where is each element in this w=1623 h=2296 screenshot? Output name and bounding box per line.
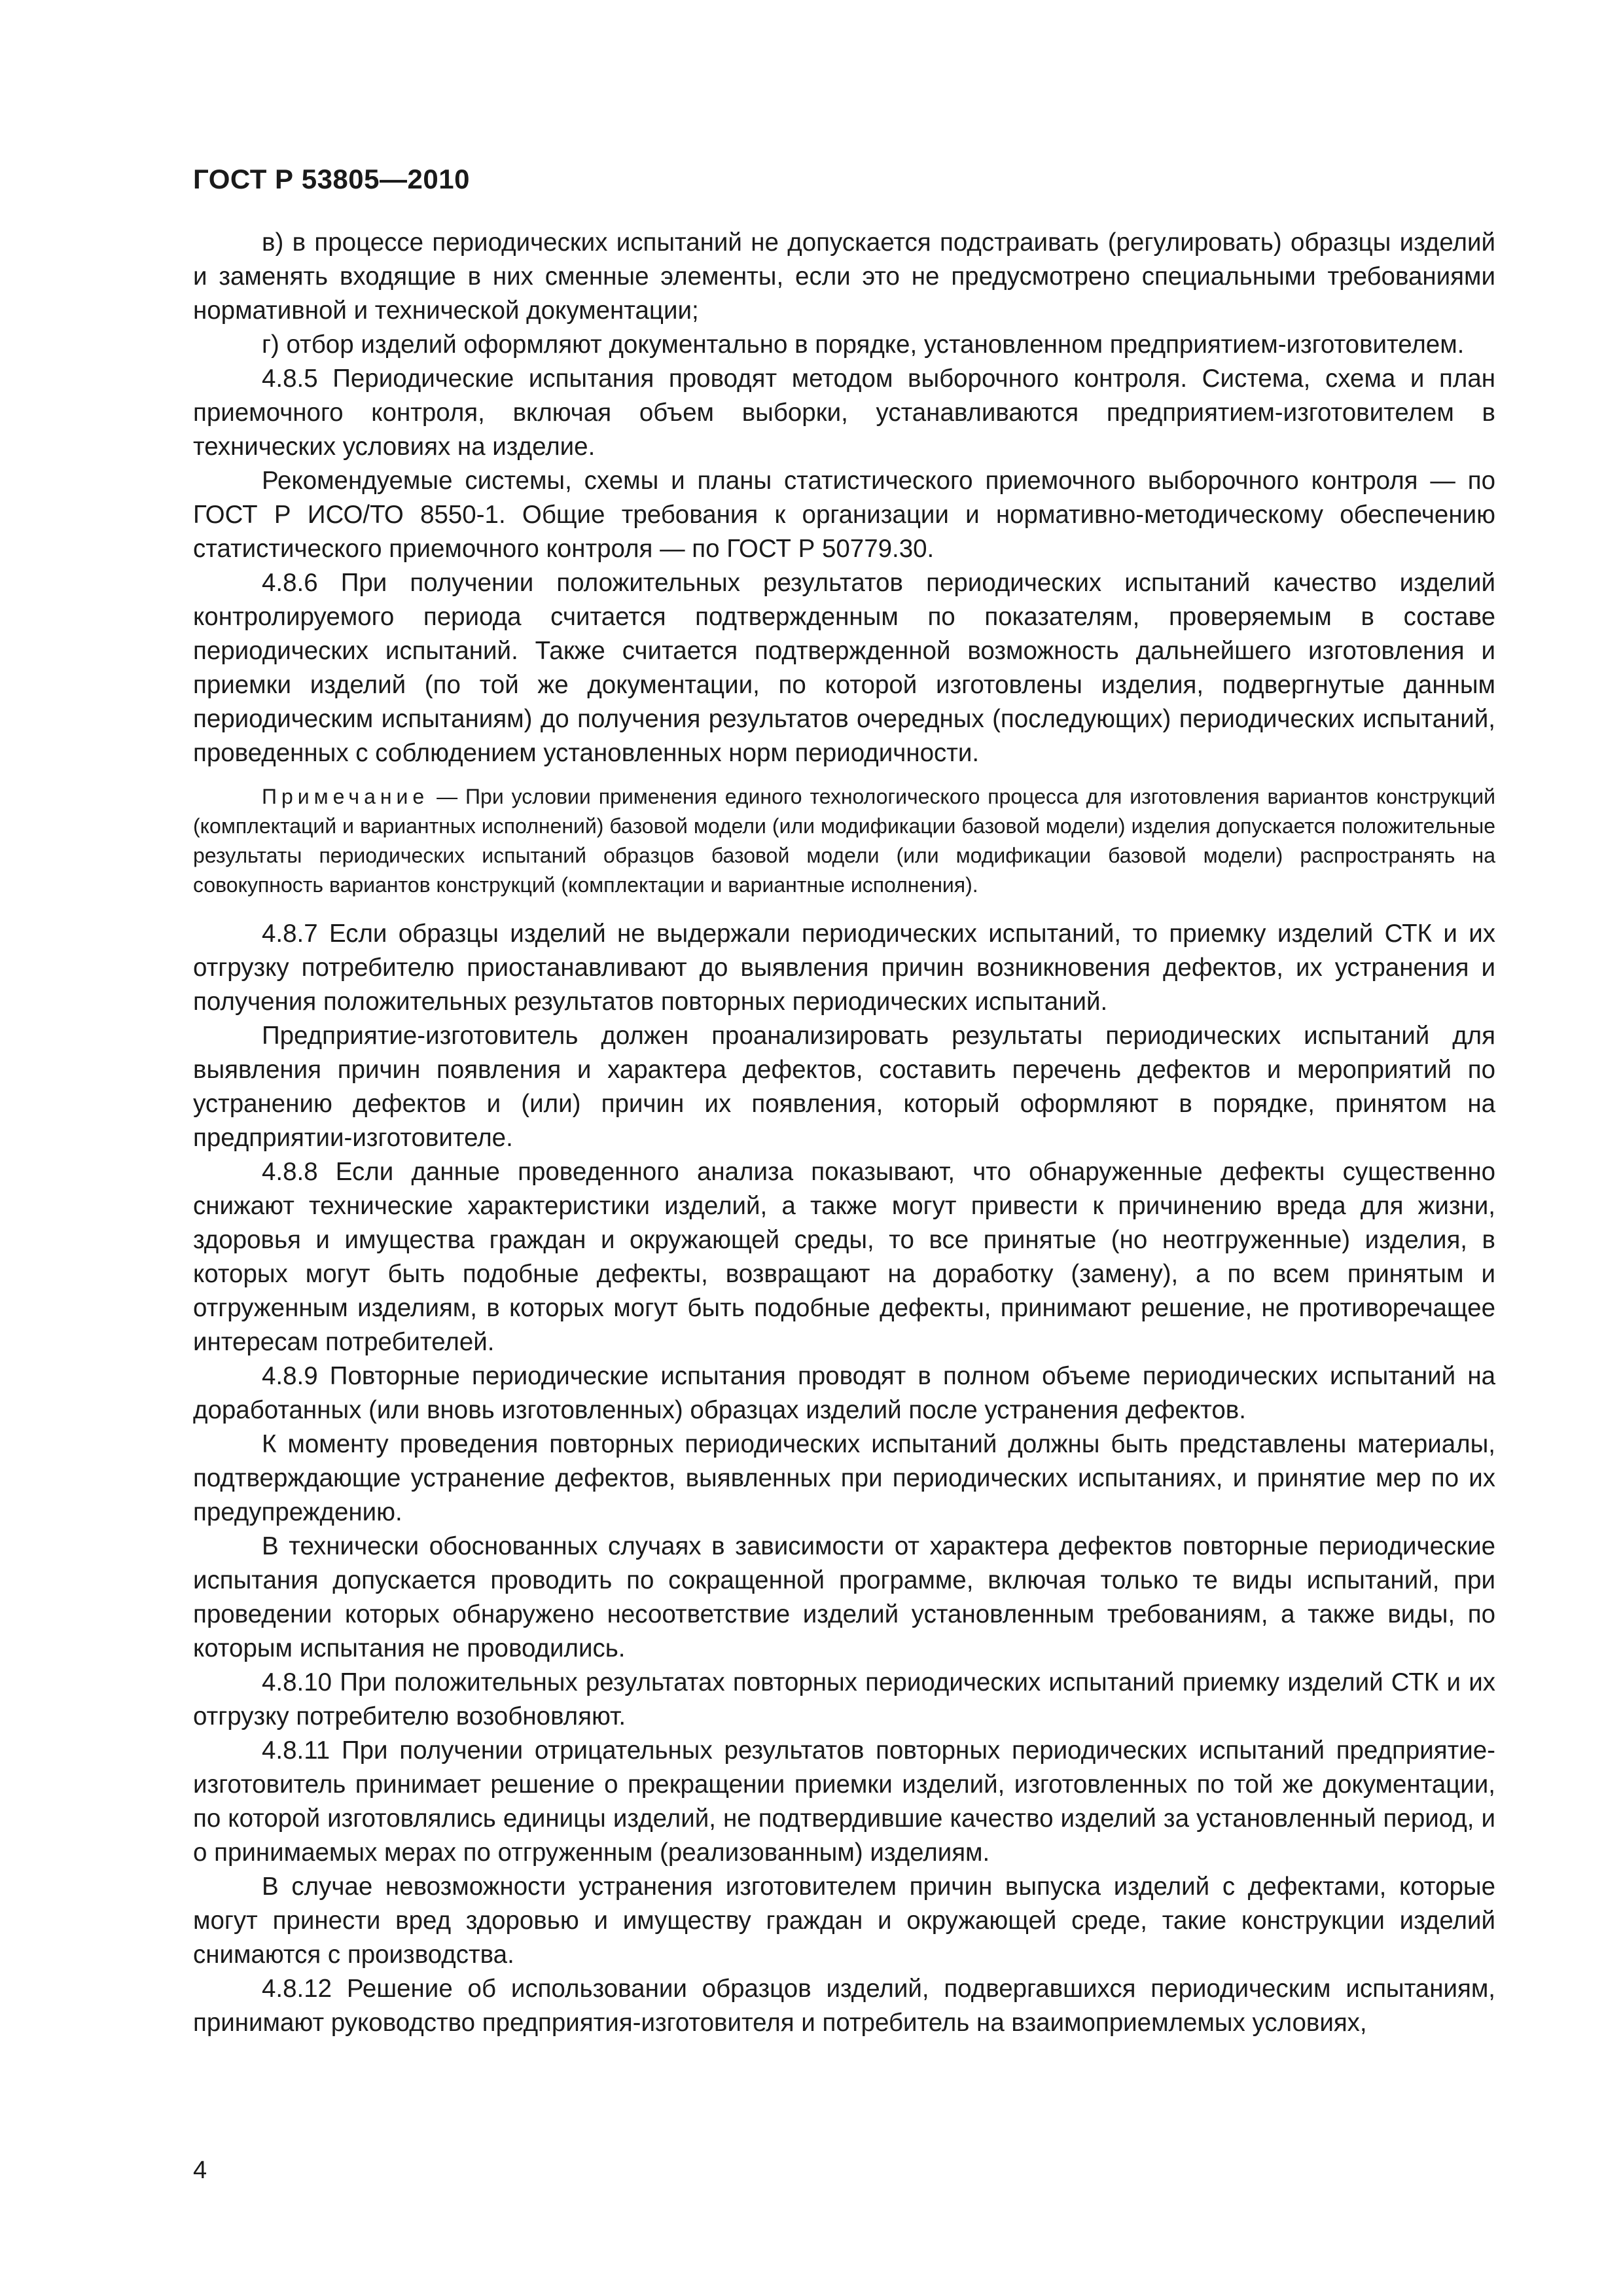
note-block (193, 782, 1495, 900)
paragraph-4-8-12: 4.8.12 Решение об использовании образцов изделий, подвергавшихся периодическим испытаниям, принимают руководство предприятия-изготовителя и потребитель на взаимоприемлемых условиях, (193, 1975, 1495, 2037)
paragraph-g: г) отбор изделий оформляют документально в порядке, установленном предприятием-изготовителем. (262, 331, 1465, 359)
document-body (193, 226, 1495, 2040)
paragraph-4-8-6: 4.8.6 При получении положительных результатов периодических испытаний качество изделий контролируемого периода считается подтвержденным по показателям, проверяемым в составе периодических испытаний. Также считается подтвержденной возможность дальнейшего изготовления и приемки изделий (по той же документации, по которой изготовлены изделия, подвергнутые данным периодическим испытаниям) до получения результатов очередных (последующих) периодических испытаний, проведенных с соблюдением установленных норм периодичности. (193, 569, 1495, 767)
paragraph-4-8-9: 4.8.9 Повторные периодические испытания проводят в полном объеме периодических испытаний на доработанных (или вновь изготовленных) образцах изделий после устранения дефектов. (193, 1362, 1495, 1424)
paragraph-4-8-11: 4.8.11 При получении отрицательных результатов повторных периодических испытаний предприятие-изготовитель принимает решение о прекращении приемки изделий, изготовленных по той же документации, по которой изготовлялись единицы изделий, не подтвердившие качество изделий за установленный период, и о принимаемых мерах по отгруженным (реализованным) изделиям. (193, 1736, 1495, 1867)
paragraph-repeat-materials: К моменту проведения повторных периодических испытаний должны быть представлены материалы, подтверждающие устранение дефектов, выявленных при периодических испытаниях, и принятие мер по их предупреждению. (193, 1430, 1495, 1526)
note-label: Примечание (262, 785, 429, 808)
note-text: — При условии применения единого технологического процесса для изготовления вариантов конструкций (комплектаций и вариантных исполнений) базовой модели (или модификации базовой модели) изделия допускается положительные результаты периодических испытаний образцов базовой модели (или модификации базовой модели) распространять на совокупность вариантов конструкций (комплектации и вариантные исполнения). (193, 785, 1496, 897)
paragraph-production-removal: В случае невозможности устранения изготовителем причин выпуска изделий с дефектами, которые могут принести вред здоровью и имуществу граждан и окружающей среде, такие конструкции изделий снимаются с производства. (193, 1873, 1495, 1969)
paragraph-reduced-program: В технически обоснованных случаях в зависимости от характера дефектов повторные периодические испытания допускается проводить по сокращенной программе, включая только те виды испытаний, при проведении которых обнаружено несоответствие изделий установленным требованиям, а также виды, по которым испытания не проводились. (193, 1532, 1495, 1662)
page-number: 4 (193, 2157, 207, 2184)
document-header: ГОСТ Р 53805—2010 (193, 164, 470, 194)
paragraph-manufacturer-analysis: Предприятие-изготовитель должен проанализировать результаты периодических испытаний для выявления причин появления и характера дефектов, составить перечень дефектов и мероприятий по устранению дефектов и (или) причин их появления, который оформляют в порядке, принятом на предприятии-изготовителе. (193, 1022, 1495, 1152)
paragraph-4-8-10: 4.8.10 При положительных результатах повторных периодических испытаний приемку изделий СТК и их отгрузку потребителю возобновляют. (193, 1668, 1495, 1731)
paragraph-4-8-5: 4.8.5 Периодические испытания проводят методом выборочного контроля. Система, схема и план приемочного контроля, включая объем выборки, устанавливаются предприятием-изготовителем в технических условиях на изделие. (193, 365, 1495, 461)
paragraph-4-8-7: 4.8.7 Если образцы изделий не выдержали периодических испытаний, то приемку изделий СТК и их отгрузку потребителю приостанавливают до выявления причин возникновения дефектов, их устранения и получения положительных результатов повторных периодических испытаний. (193, 920, 1495, 1016)
paragraph-recommended-systems: Рекомендуемые системы, схемы и планы статистического приемочного выборочного контроля — по ГОСТ Р ИСО/ТО 8550-1. Общие требования к организации и нормативно-методическому обеспечению статистического приемочного контроля — по ГОСТ Р 50779.30. (193, 467, 1495, 563)
paragraph-v: в) в процессе периодических испытаний не допускается подстраивать (регулировать) образцы изделий и заменять входящие в них сменные элементы, если это не предусмотрено специальными требованиями нормативной и технической документации; (193, 228, 1495, 325)
paragraph-4-8-8: 4.8.8 Если данные проведенного анализа показывают, что обнаруженные дефекты существенно снижают технические характеристики изделий, а также могут привести к причинению вреда для жизни, здоровья и имущества граждан и окружающей среды, то все принятые (но неотгруженные) изделия, в которых могут быть подобные дефекты, возвращают на доработку (замену), а по всем принятым и отгруженным изделиям, в которых могут быть подобные дефекты, принимают решение, не противоречащее интересам потребителей. (193, 1158, 1495, 1356)
